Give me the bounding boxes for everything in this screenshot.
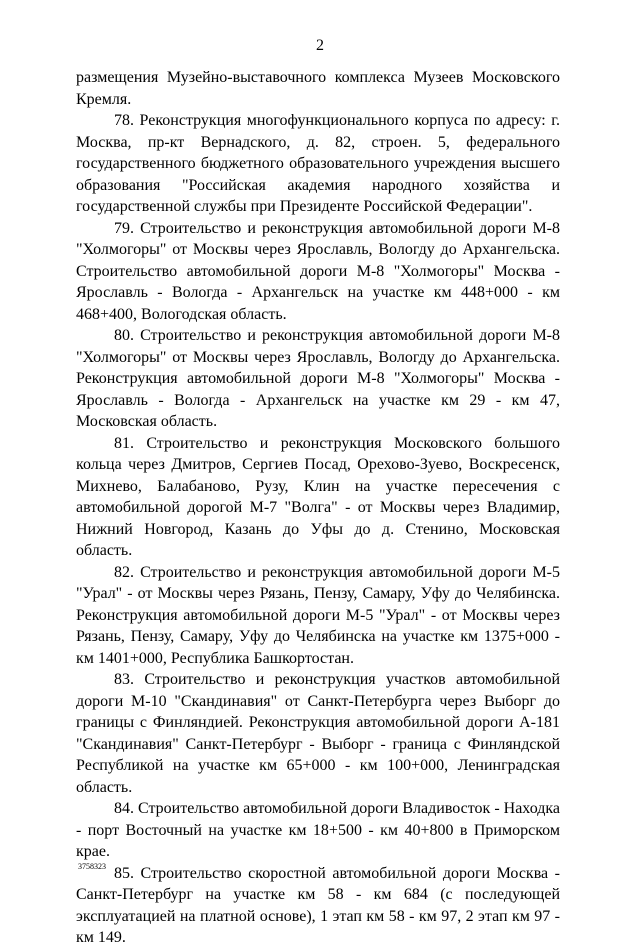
list-item-80: 80. Строительство и реконструкция автомобильной дороги М-8 "Холмогоры" от Москвы через Ярославль, Вологду до Архангельска. Реконструкция автомобильной дороги М-8 "Холмогоры" Москва - Ярославль - Вологда - Архангельск на участке км 29 - км 47, Московская область.: [76, 327, 560, 430]
list-item-83: 83. Строительство и реконструкция участков автомобильной дороги М-10 "Скандинавия" от Санкт-Петербурга через Выборг до границы с Финляндией. Реконструкция автомобильной дороги А-181 "Скандинавия" Санкт-Петербург - Выборг - граница с Финляндской Республикой на участке км 65+000 - км 100+000, Ленинградская область.: [76, 671, 560, 796]
document-body: [76, 67, 560, 949]
list-item-85: 85. Строительство скоростной автомобильной дороги Москва - Санкт-Петербург на участке км 58 - км 684 (с последующей эксплуатацией на платной основе), 1 этап км 58 - км 97, 2 этап км 97 - км 149.: [76, 864, 560, 946]
list-item-78: 78. Реконструкция многофункционального корпуса по адресу: г. Москва, пр-кт Вернадского, д. 82, строен. 5, федерального государственного бюджетного образовательного учреждения высшего образования "Российская академия народного хозяйства и государственной службы при Президенте Российской Федерации".: [76, 112, 560, 215]
list-item-79: 79. Строительство и реконструкция автомобильной дороги М-8 "Холмогоры" от Москвы через Ярославль, Вологду до Архангельска. Строительство автомобильной дороги М-8 "Холмогоры" Москва - Ярославль - Вологда - Архангельск на участке км 448+000 - км 468+400, Вологодская область.: [76, 219, 560, 323]
page-number: 2: [316, 37, 324, 54]
document-code: 3758323: [78, 862, 106, 871]
continuation-paragraph: размещения Музейно-выставочного комплекса Музеев Московского Кремля.: [76, 69, 560, 108]
list-item-81: 81. Строительство и реконструкция Московского большого кольца через Дмитров, Сергиев Посад, Орехово-Зуево, Воскресенск, Михнево, Балабаново, Рузу, Клин на участке пересечения с автомобильной дорогой М-7 "Волга" - от Москвы через Владимир, Нижний Новгород, Казань до Уфы до д. Стенино, Московская область.: [76, 434, 560, 559]
list-item-82: 82. Строительство и реконструкция автомобильной дороги М-5 "Урал" - от Москвы через Рязань, Пензу, Самару, Уфу до Челябинска. Реконструкция автомобильной дороги М-5 "Урал" - от Москвы через Рязань, Пензу, Самару, Уфу до Челябинска на участке км 1375+000 - км 1401+000, Республика Башкортостан.: [76, 563, 560, 667]
list-item-84: 84. Строительство автомобильной дороги Владивосток - Находка - порт Восточный на участке км 18+500 - км 40+800 в Приморском крае.: [76, 800, 561, 860]
